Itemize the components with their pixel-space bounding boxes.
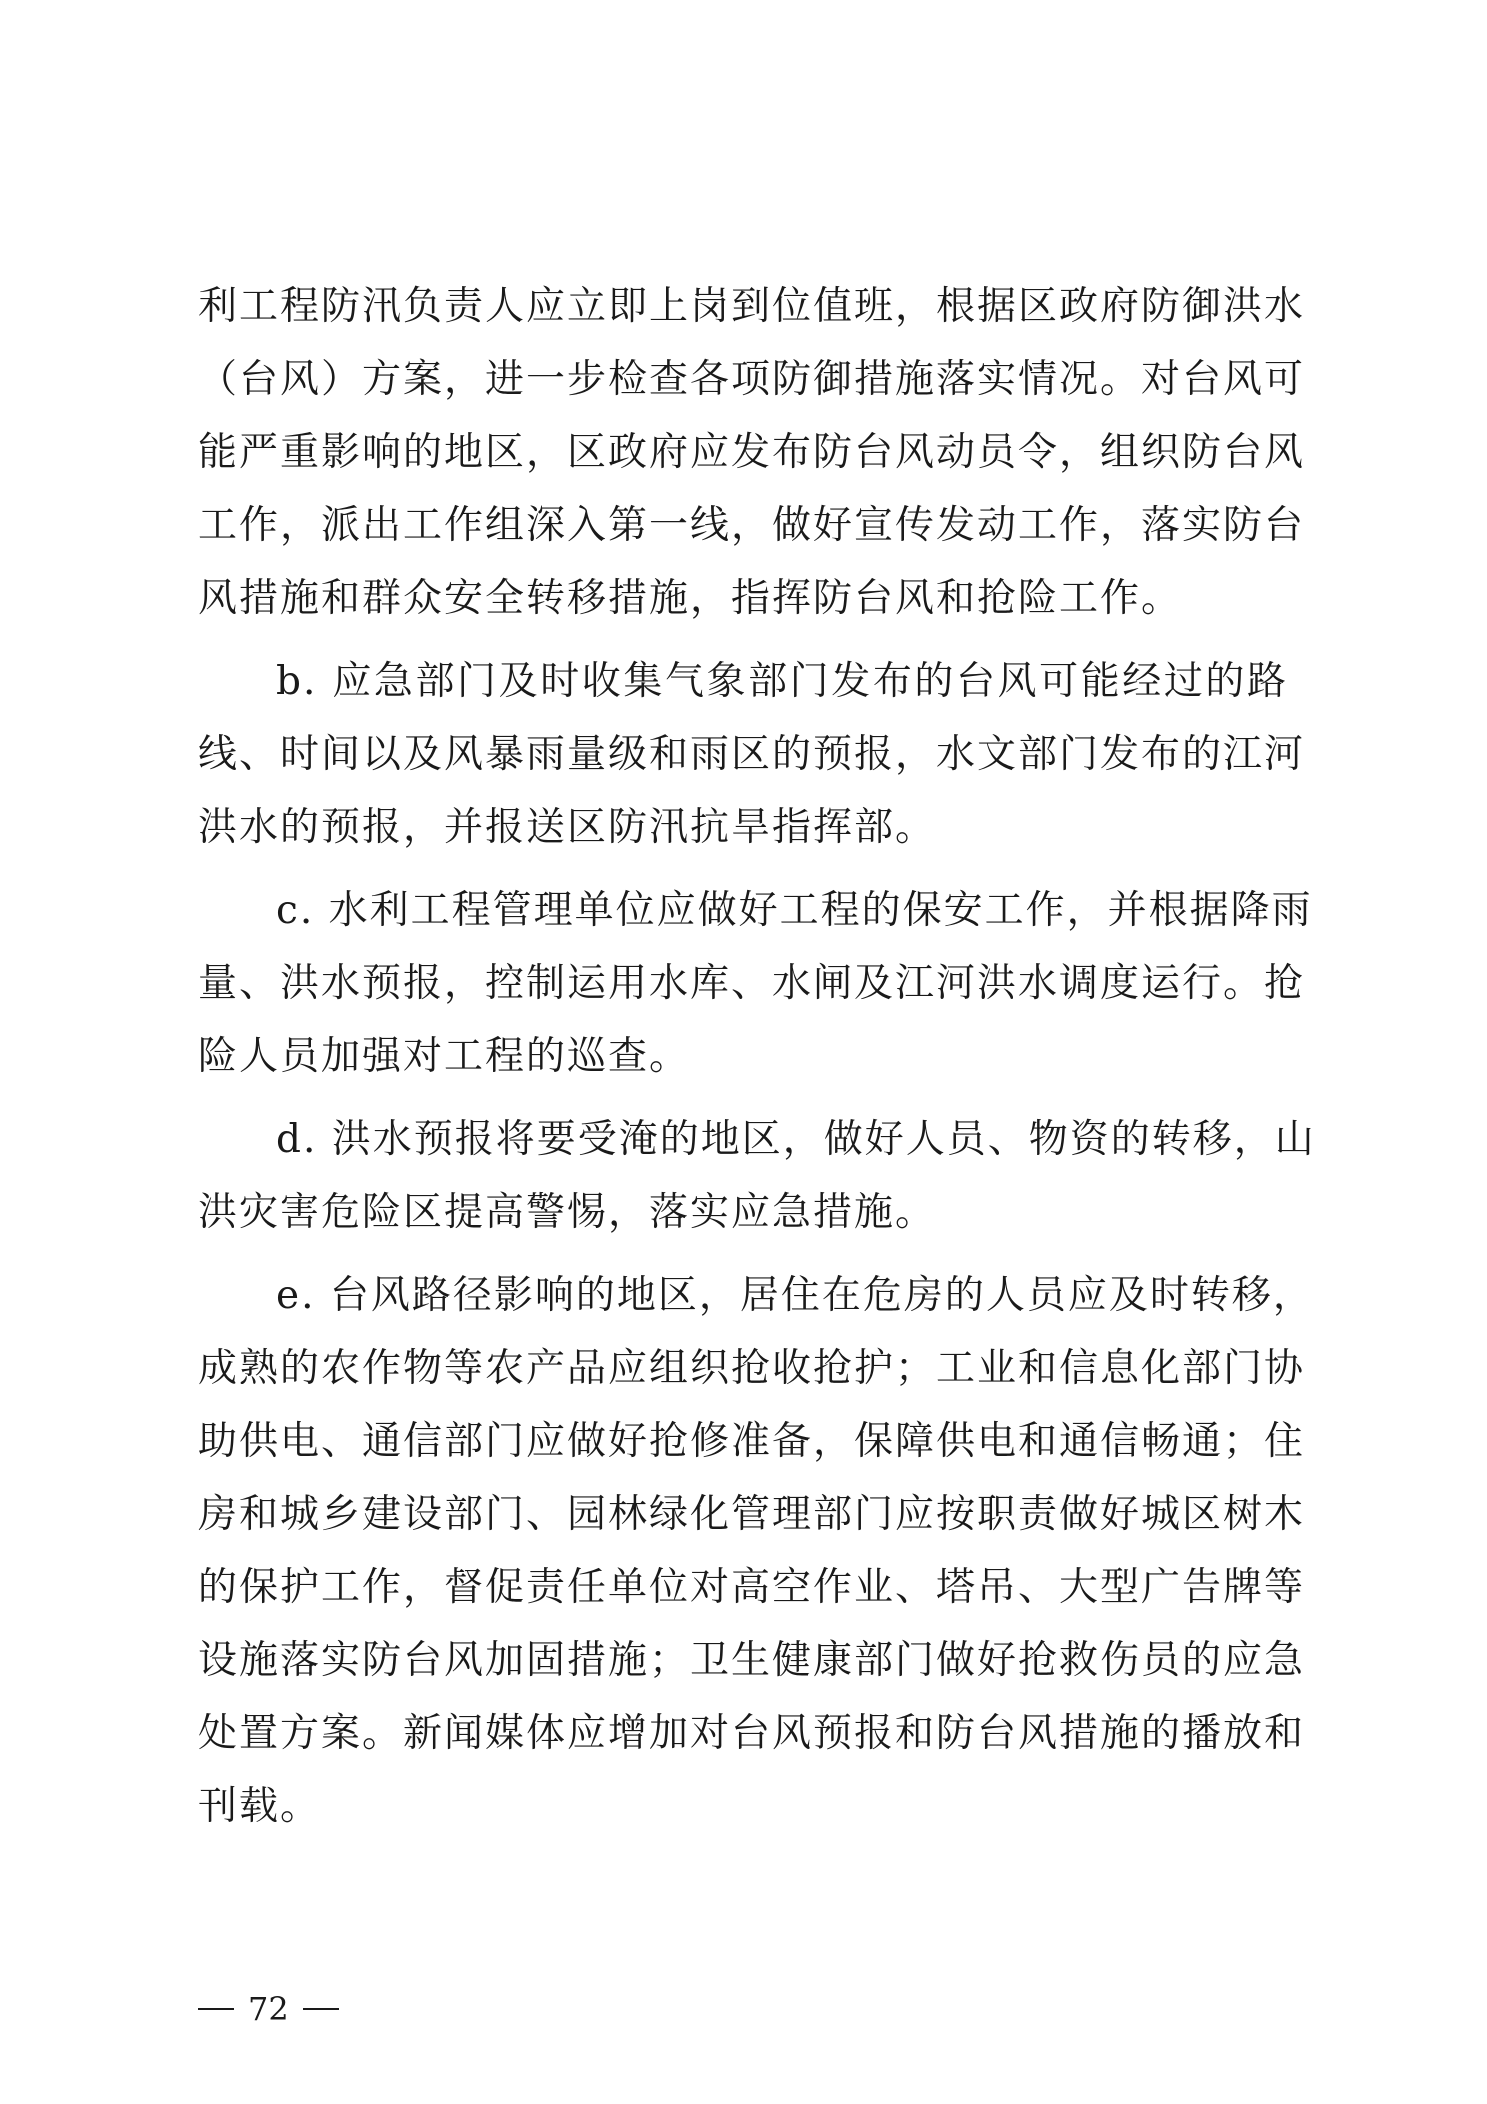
- body-text: [198, 270, 1316, 1843]
- text-line: 洪水的预报，并报送区防汛抗旱指挥部。: [198, 805, 937, 850]
- text-line: 利工程防汛负责人应立即上岗到位值班，根据区政府防御洪水: [198, 284, 1306, 329]
- text-line: 设施落实防台风加固措施；卫生健康部门做好抢救伤员的应急: [198, 1638, 1306, 1683]
- text-line: 房和城乡建设部门、园林绿化管理部门应按职责做好城区树木: [198, 1492, 1306, 1537]
- text-line: 险人员加强对工程的巡查。: [198, 1034, 691, 1079]
- text-line: （台风）方案，进一步检查各项防御措施落实情况。对台风可: [198, 357, 1306, 402]
- page-number: 72: [248, 1990, 289, 2028]
- text-line: d. 洪水预报将要受淹的地区，做好人员、物资的转移，山: [276, 1117, 1316, 1162]
- text-line: c. 水利工程管理单位应做好工程的保安工作，并根据降雨: [276, 888, 1313, 933]
- text-line: e. 台风路径影响的地区，居住在危房的人员应及时转移，: [276, 1273, 1314, 1318]
- text-line: 工作，派出工作组深入第一线，做好宣传发动工作，落实防台: [198, 503, 1306, 548]
- text-line: 风措施和群众安全转移措施，指挥防台风和抢险工作。: [198, 576, 1183, 621]
- page-footer: [198, 1990, 339, 2028]
- paragraph-e: [198, 1259, 1314, 1843]
- text-line: 的保护工作，督促责任单位对高空作业、塔吊、大型广告牌等: [198, 1565, 1306, 1610]
- text-line: 线、时间以及风暴雨量级和雨区的预报，水文部门发布的江河: [198, 732, 1306, 777]
- text-line: 刊载。: [198, 1784, 322, 1829]
- text-line: b. 应急部门及时收集气象部门发布的台风可能经过的路: [276, 659, 1288, 704]
- text-line: 处置方案。新闻媒体应增加对台风预报和防台风措施的播放和: [198, 1711, 1306, 1756]
- paragraph-d: [198, 1103, 1316, 1249]
- paragraph-continuation: [198, 270, 1306, 635]
- text-line: 成熟的农作物等农产品应组织抢收抢护；工业和信息化部门协: [198, 1346, 1306, 1391]
- text-line: 助供电、通信部门应做好抢修准备，保障供电和通信畅通；住: [198, 1419, 1306, 1464]
- paragraph-b: [198, 645, 1306, 864]
- text-line: 洪灾害危险区提高警惕，落实应急措施。: [198, 1190, 937, 1235]
- text-line: 能严重影响的地区，区政府应发布防台风动员令，组织防台风: [198, 430, 1306, 475]
- paragraph-c: [198, 874, 1313, 1093]
- dash-right: [303, 2008, 339, 2010]
- dash-left: [198, 2008, 234, 2010]
- text-line: 量、洪水预报，控制运用水库、水闸及江河洪水调度运行。抢: [198, 961, 1306, 1006]
